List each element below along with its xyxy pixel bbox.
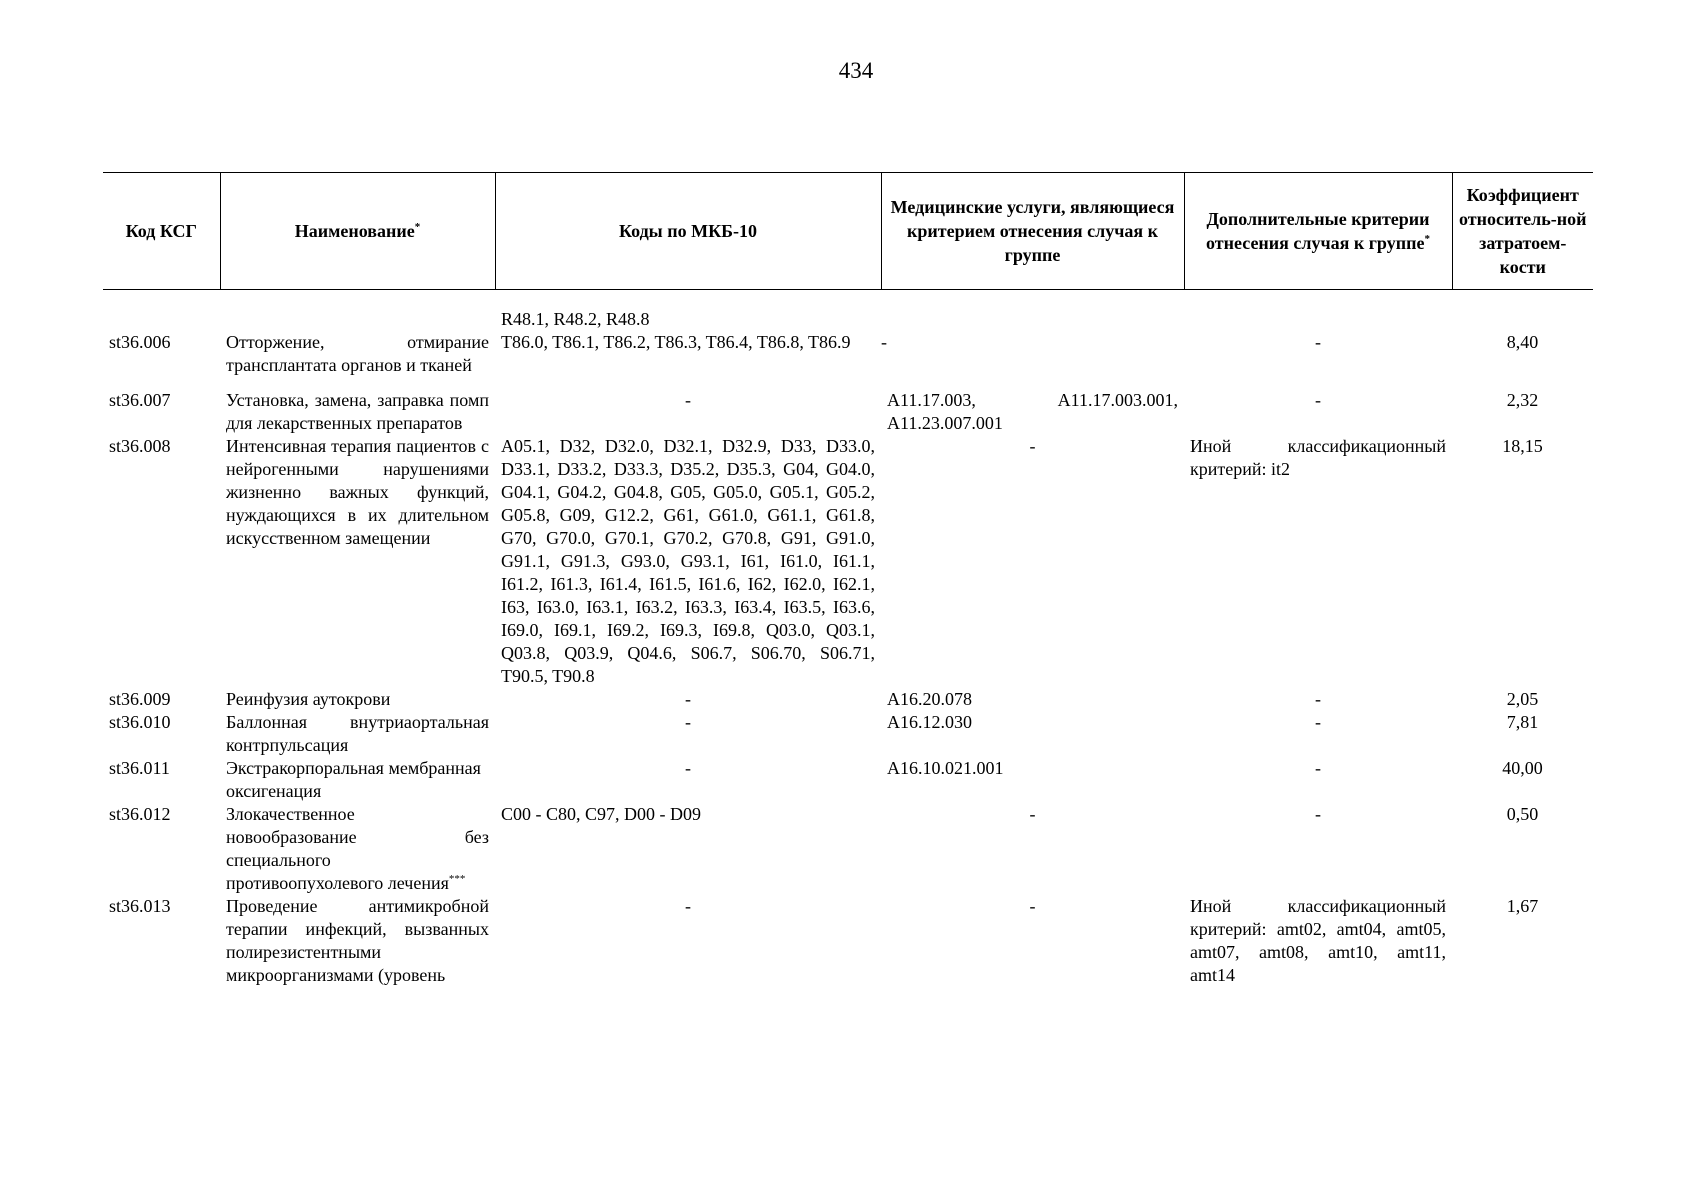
row-extra: - <box>1315 689 1321 709</box>
table-row <box>103 757 1593 803</box>
row-services: - <box>1029 436 1036 456</box>
table-row <box>103 688 1593 711</box>
row-mkb: T86.0, T86.1, T86.2, T86.3, T86.4, T86.8, T86.9 <box>501 332 851 352</box>
spacer-row <box>103 290 1593 309</box>
row-services: - <box>881 332 887 352</box>
row-mkb: - <box>685 689 691 709</box>
row-code: st36.009 <box>109 689 171 709</box>
row-services: A11.17.003, A11.17.003.001, A11.23.007.001 <box>887 390 1178 433</box>
table-row <box>103 803 1593 895</box>
header-services: Медицинские услуги, являющиеся критерием отнесения случая к группе <box>881 173 1184 290</box>
table-row <box>103 435 1593 688</box>
row-coef: 2,32 <box>1506 390 1539 410</box>
header-code: Код КСГ <box>103 173 220 290</box>
row-mkb: - <box>685 758 691 778</box>
row-extra: Иной классификационный критерий: it2 <box>1190 436 1446 479</box>
table-row <box>103 331 1593 389</box>
row-extra: - <box>1315 804 1321 824</box>
row-extra: - <box>1315 390 1321 410</box>
row-name: Интенсивная терапия пациентов с нейрогенными нарушениями жизненно важных функций, нуждающихся в их длительном искусственном замещении <box>226 436 489 548</box>
row-extra: - <box>1315 332 1321 352</box>
row-mkb: - <box>685 390 691 410</box>
header-coef: Коэффициент относитель-ной затратоем-кости <box>1452 173 1593 290</box>
header-extra: Дополнительные критерии отнесения случая к группе* <box>1184 173 1452 290</box>
table-header-row <box>103 173 1593 290</box>
row-mkb: - <box>685 712 691 732</box>
row-code: st36.010 <box>109 712 171 732</box>
table-row <box>103 308 1593 331</box>
row-name: Проведение антимикробной терапии инфекций, вызванных полирезистентными микроорганизмами (уровень <box>226 896 489 985</box>
table-row <box>103 711 1593 757</box>
row-name: Установка, замена, заправка помп для лекарственных препаратов <box>226 390 489 433</box>
row-extra: Иной классификационный критерий: amt02, amt04, amt05, amt07, amt08, amt10, amt11, amt14 <box>1190 896 1446 985</box>
row-coef: 0,50 <box>1506 804 1539 824</box>
row-coef: 40,00 <box>1502 758 1543 778</box>
row-code: st36.008 <box>109 436 171 456</box>
row-coef: 1,67 <box>1506 896 1539 916</box>
row-services: A16.10.021.001 <box>887 758 1004 778</box>
row-services: A16.20.078 <box>887 689 972 709</box>
ksg-table <box>103 172 1593 987</box>
row-name: Баллонная внутриаортальная контрпульсация <box>226 712 489 755</box>
row-code: st36.012 <box>109 804 171 824</box>
row-code: st36.011 <box>109 758 170 778</box>
row-code: st36.007 <box>109 390 171 410</box>
row-extra: - <box>1315 712 1321 732</box>
row-mkb: - <box>685 896 691 916</box>
table-row <box>103 389 1593 435</box>
row-mkb: C00 - C80, C97, D00 - D09 <box>501 804 702 824</box>
row-mkb-pre: R48.1, R48.2, R48.8 <box>501 309 650 329</box>
row-name: Реинфузия аутокрови <box>226 689 391 709</box>
row-coef: 18,15 <box>1502 436 1543 456</box>
page-number: 434 <box>838 58 874 83</box>
row-services: - <box>1029 896 1036 916</box>
row-coef: 8,40 <box>1506 332 1539 352</box>
row-code: st36.013 <box>109 896 171 916</box>
row-services: A16.12.030 <box>887 712 972 732</box>
row-name: Экстракорпоральная мембранная оксигенация <box>226 758 481 801</box>
row-code: st36.006 <box>109 332 171 352</box>
row-name: Отторжение, отмирание трансплантата органов и тканей <box>226 332 489 375</box>
header-name: Наименование* <box>220 173 495 290</box>
row-services: - <box>1029 804 1036 824</box>
row-mkb: A05.1, D32, D32.0, D32.1, D32.9, D33, D33.0, D33.1, D33.2, D33.3, D35.2, D35.3, G04, G04.0, G04.1, G04.2, G04.8, G05, G05.0, G05.1, G05.2, G05.8, G09, G12.2, G61, G61.0, G61.1, G61.8, G70, G70.0, G70.1, G70.2, G70.8, G91, G91.0, G91.1, G91.3, G93.0, G93.1, I61, I61.0, I61.1, I61.2, I61.3, I61.4, I61.5, I61.6, I62, I62.0, I62.1, I63, I63.0, I63.1, I63.2, I63.3, I63.4, I63.5, I63.6, I69.0, I69.1, I69.2, I69.3, I69.8, Q03.0, Q03.1, Q03.8, Q03.9, Q04.6, S06.7, S06.70, S06.71, T90.5, T90.8 <box>501 436 875 686</box>
header-mkb: Коды по МКБ-10 <box>495 173 881 290</box>
row-name: Злокачественное новообразование без специального противоопухолевого лечения*** <box>226 804 489 893</box>
row-coef: 2,05 <box>1506 689 1539 709</box>
row-extra: - <box>1315 758 1321 778</box>
table-row <box>103 895 1593 987</box>
row-coef: 7,81 <box>1506 712 1539 732</box>
